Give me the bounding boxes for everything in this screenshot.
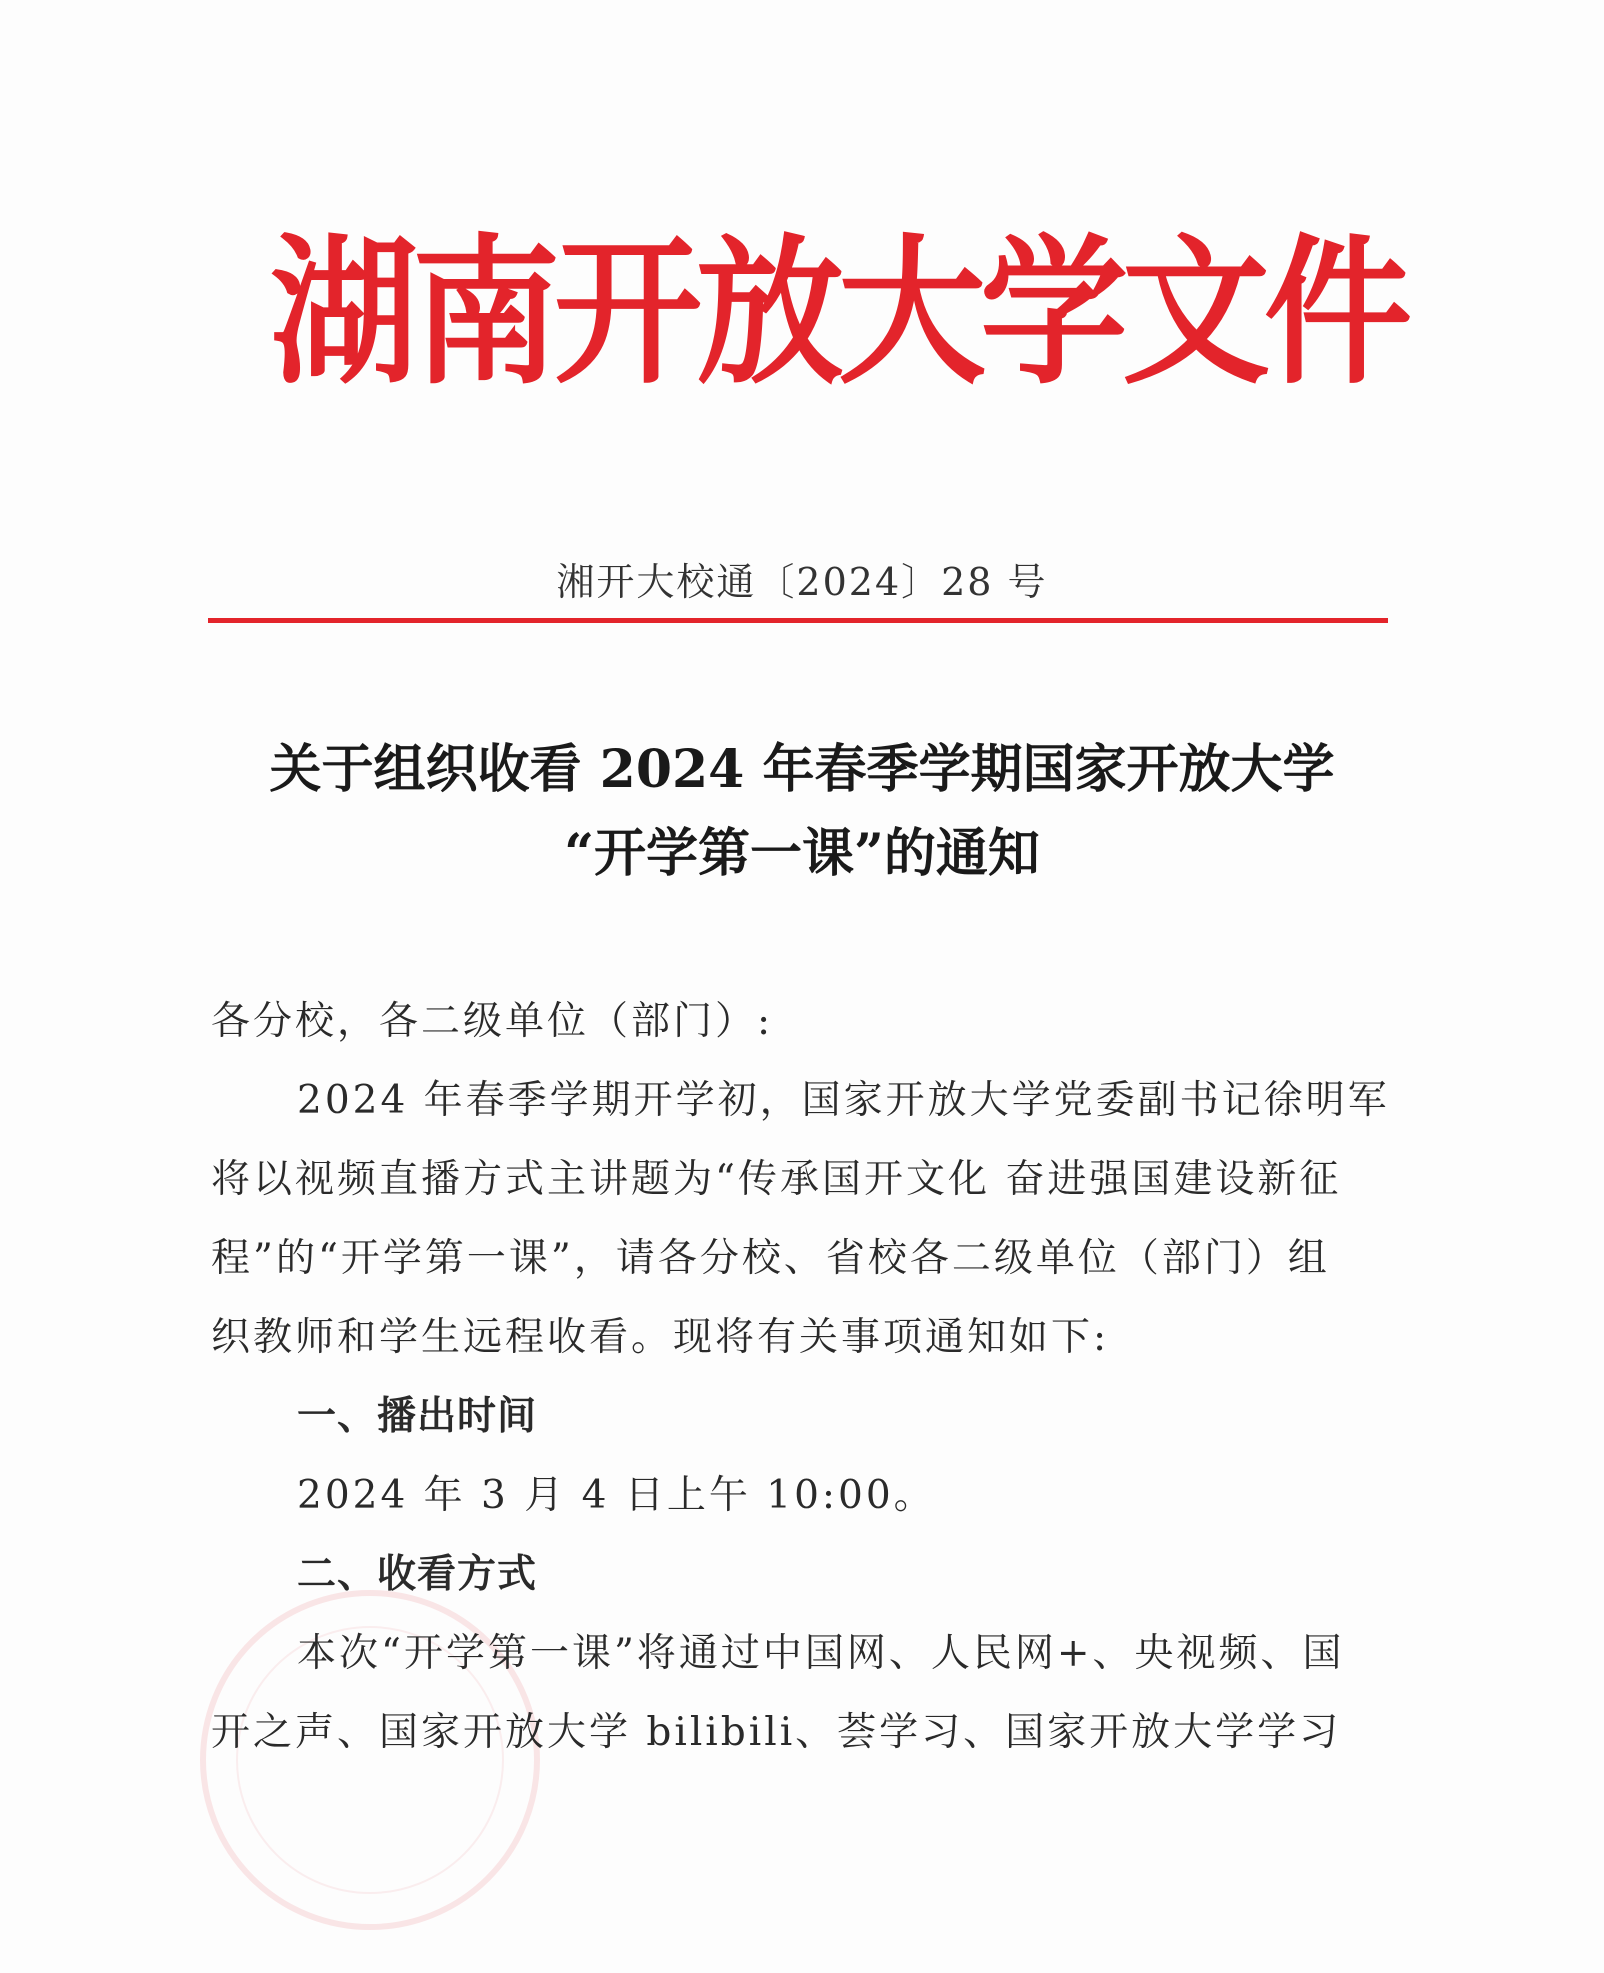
section-1-heading: 一、播出时间 [297,1394,538,1439]
paragraph-1-line-3: 程”的“开学第一课”，请各分校、省校各二级单位（部门）组 [211,1236,1330,1281]
paragraph-1-line-2: 将以视频直播方式主讲题为“传承国开文化 奋进强国建设新征 [211,1157,1342,1202]
section-2-heading: 二、收看方式 [297,1552,538,1597]
paragraph-1-line-4: 织教师和学生远程收看。现将有关事项通知如下: [211,1315,1110,1360]
red-divider-line [208,618,1388,623]
salutation: 各分校，各二级单位（部门）: [211,999,774,1044]
notice-body [211,982,1411,1772]
notice-title-line-1: 关于组织收看 2024 年春季学期国家开放大学 [269,739,1335,800]
document-number: 湘开大校通〔2024〕28 号 [556,560,1048,604]
section-1-text: 2024 年 3 月 4 日上午 10:00。 [297,1473,936,1518]
notice-title [160,728,1444,896]
section-2-line-2: 开之声、国家开放大学 bilibili、荟学习、国家开放大学学习 [211,1710,1342,1755]
masthead-title: 湖南开放大学文件 [270,220,1406,406]
paragraph-1-line-1: 2024 年春季学期开学初，国家开放大学党委副书记徐明军 [297,1078,1390,1123]
notice-title-line-2: “开学第一课”的通知 [564,823,1040,884]
section-2-line-1: 本次“开学第一课”将通过中国网、人民网+、央视频、国 [297,1631,1345,1676]
